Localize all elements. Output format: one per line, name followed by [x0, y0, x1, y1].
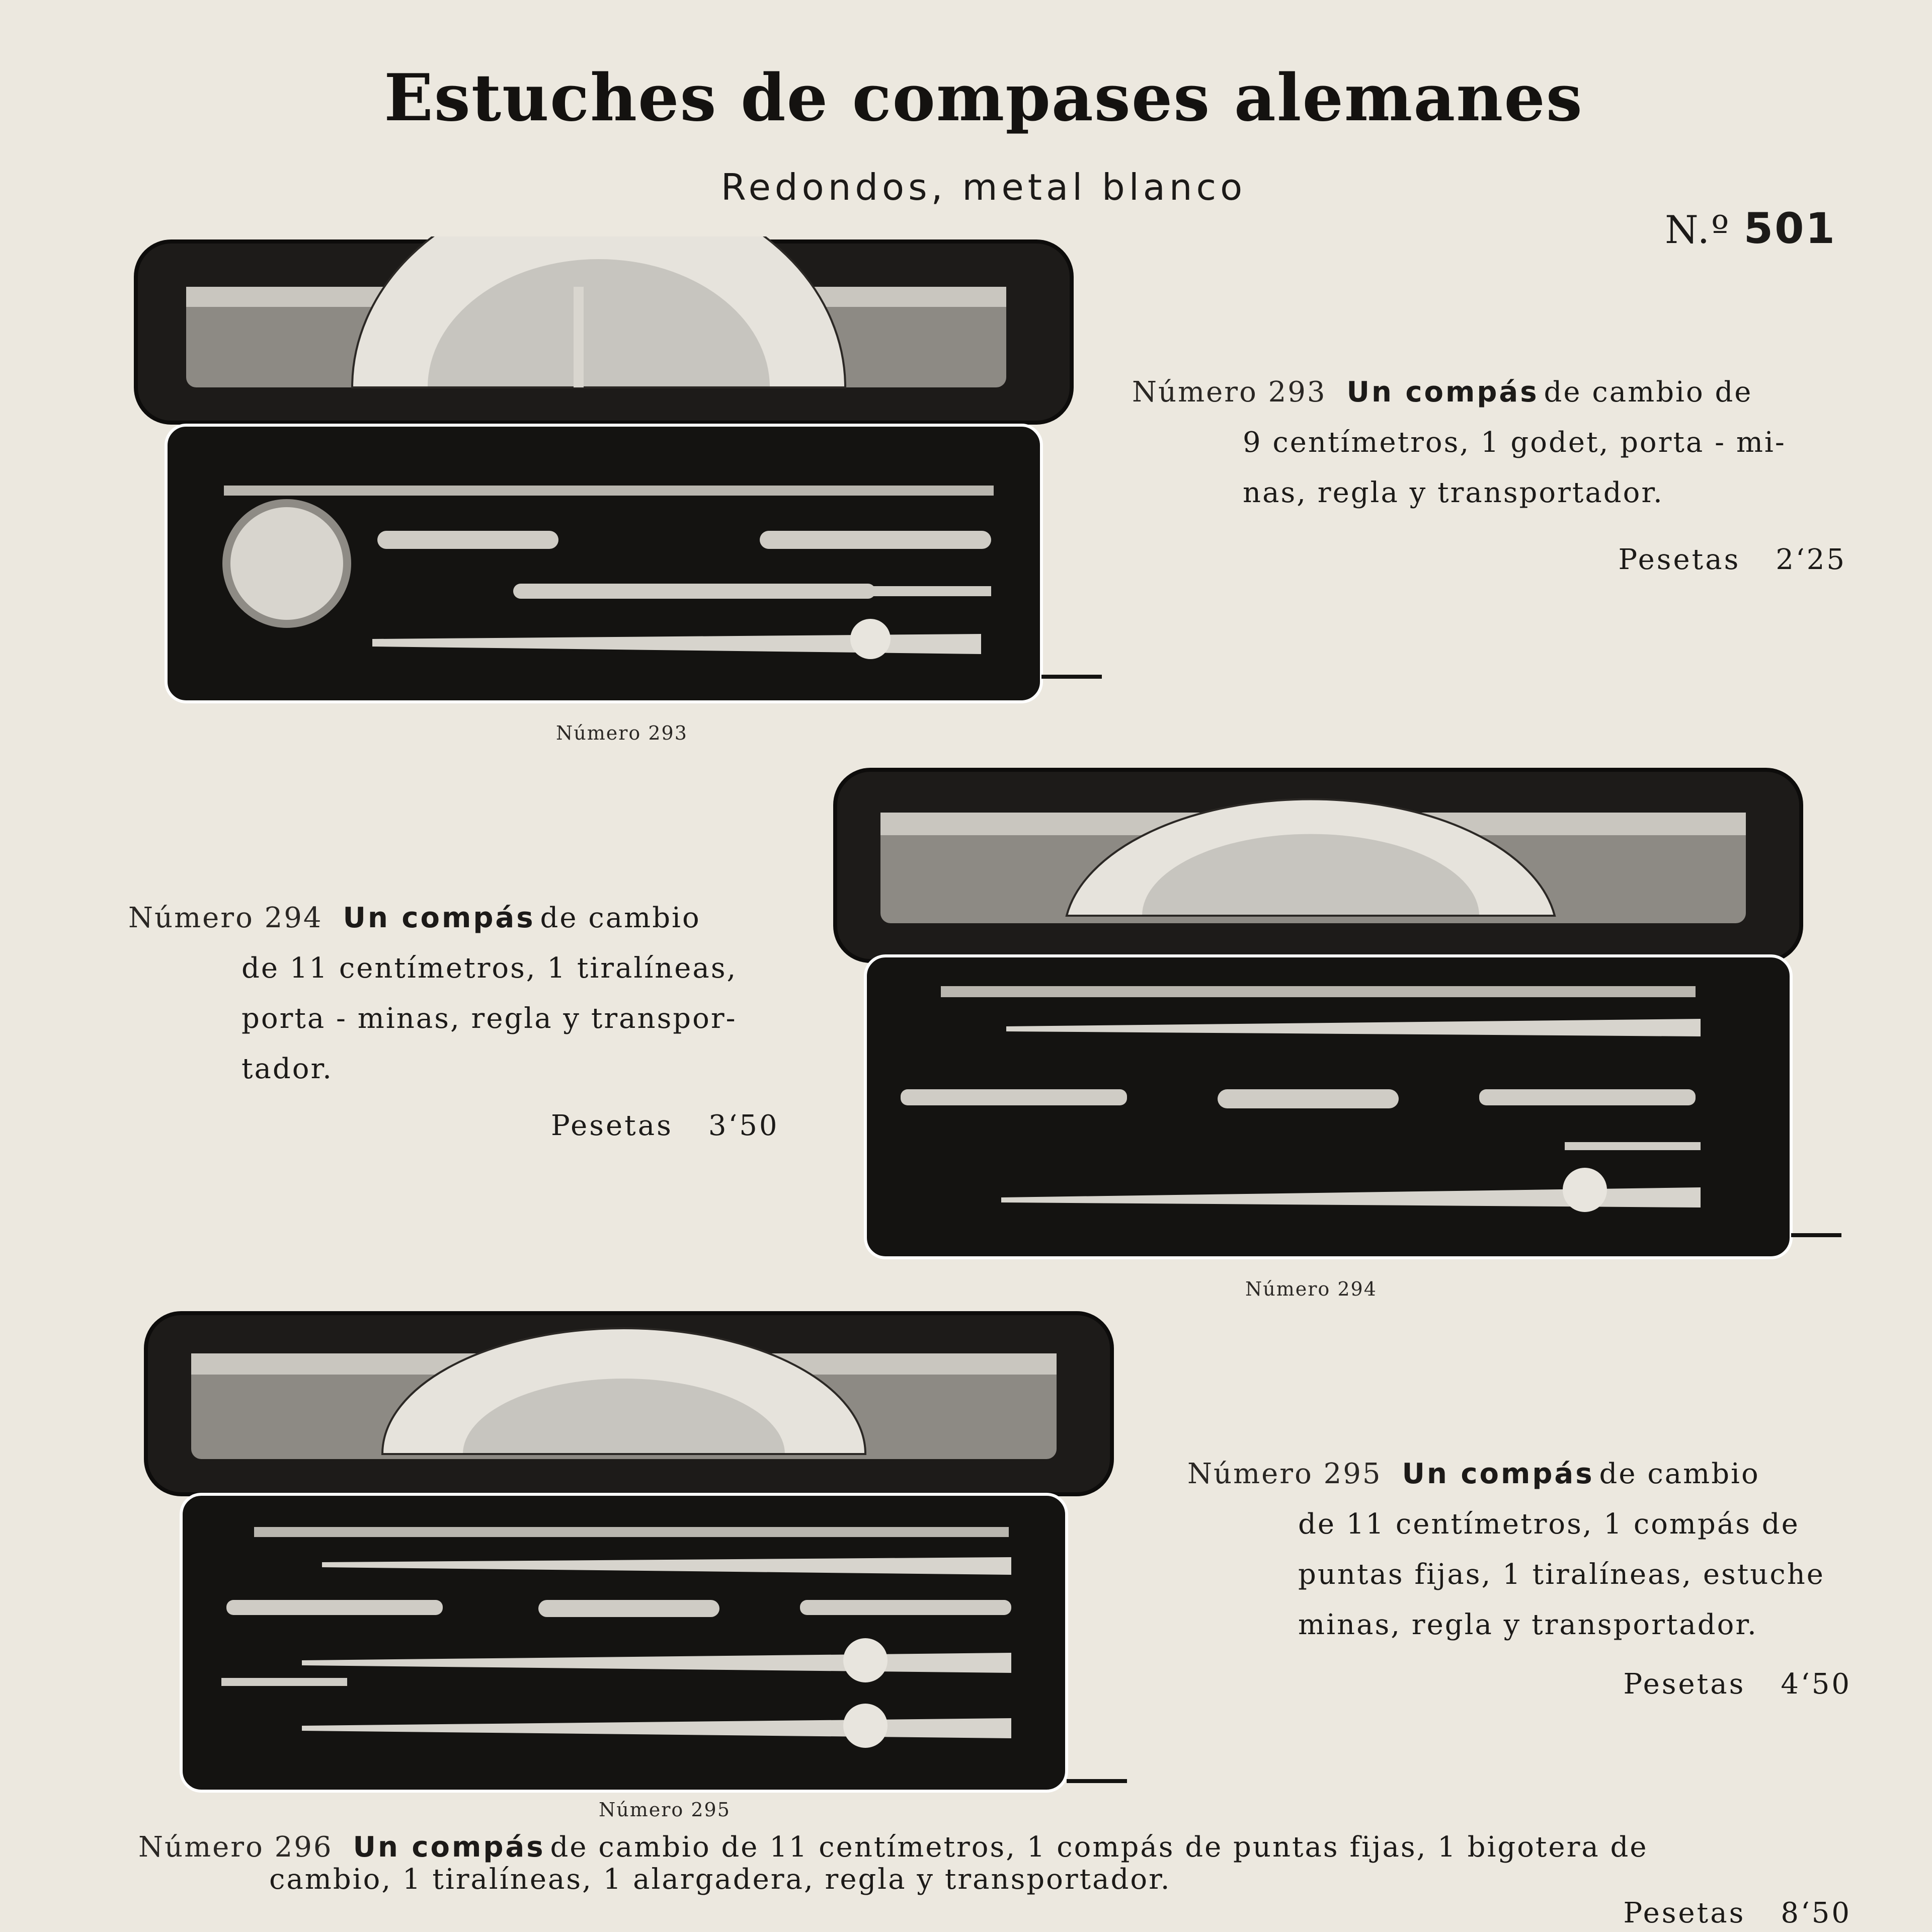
case-illustration-295	[141, 1308, 1157, 1801]
price-value: 3‘50	[708, 1109, 779, 1142]
item-293-heading: Un compás	[1346, 376, 1539, 409]
item-295-price	[1624, 1668, 1852, 1701]
item-294-heading: Un compás	[343, 902, 535, 934]
item-293-first-line	[1132, 367, 1786, 418]
page-title: Estuches de compases alemanes	[384, 60, 1583, 136]
item-293-line: nas, regla y transportador.	[1243, 476, 1664, 509]
item-294-description	[128, 893, 737, 1094]
item-295-description	[1187, 1449, 1825, 1650]
price-label: Pesetas	[551, 1109, 673, 1142]
item-295-line: minas, regla y transportador.	[1298, 1608, 1758, 1641]
item-296-price	[1624, 1897, 1852, 1929]
item-295-line: puntas fijas, 1 tiralíneas, estuche	[1298, 1558, 1825, 1591]
item-294-first-rest: de cambio	[540, 902, 701, 934]
item-293-description	[1132, 367, 1786, 518]
caption-293: Número 293	[556, 722, 688, 744]
price-label: Pesetas	[1618, 543, 1741, 576]
page-subtitle: Redondos, metal blanco	[720, 166, 1247, 208]
item-294-line: de 11 centímetros, 1 tiralíneas,	[242, 952, 738, 985]
item-296-line: cambio, 1 tiralíneas, 1 alargadera, regla y transportador.	[269, 1863, 1171, 1896]
item-294-line: porta - minas, regla y transpor-	[242, 1002, 737, 1035]
price-label: Pesetas	[1623, 1668, 1746, 1701]
item-296-label: Número 296	[138, 1831, 333, 1864]
item-296-description	[138, 1831, 1648, 1896]
caption-294: Número 294	[1245, 1278, 1377, 1300]
item-293-first-rest: de cambio de	[1544, 376, 1753, 409]
item-294-line: tador.	[242, 1053, 333, 1085]
item-293-line: 9 centímetros, 1 godet, porta - mi-	[1243, 426, 1786, 459]
item-295-label: Número 295	[1187, 1458, 1382, 1490]
item-295-heading: Un compás	[1402, 1458, 1594, 1490]
item-295-first-rest: de cambio	[1599, 1458, 1760, 1490]
item-294-label: Número 294	[128, 902, 323, 934]
catalog-prefix: N.º	[1665, 207, 1731, 252]
case-illustration-294	[830, 765, 1862, 1268]
item-294-first-line	[128, 893, 737, 943]
item-296-first-line	[138, 1831, 1648, 1864]
price-value: 2‘25	[1776, 543, 1846, 576]
item-294-price	[551, 1109, 779, 1142]
item-293-label: Número 293	[1132, 376, 1327, 409]
catalog-number	[1665, 204, 1836, 253]
catalog-number-value: 501	[1743, 204, 1836, 253]
item-295-first-line	[1187, 1449, 1825, 1499]
caption-295: Número 295	[599, 1799, 731, 1821]
case-illustration-293	[131, 236, 1117, 709]
item-296-heading: Un compás	[353, 1831, 545, 1864]
item-293-price	[1619, 543, 1847, 576]
price-label: Pesetas	[1623, 1897, 1746, 1929]
price-value: 4‘50	[1781, 1668, 1852, 1701]
price-value: 8‘50	[1781, 1897, 1852, 1929]
item-296-first-rest: de cambio de 11 centímetros, 1 compás de puntas fijas, 1 bigotera de	[550, 1831, 1648, 1864]
item-295-line: de 11 centímetros, 1 compás de	[1298, 1508, 1800, 1541]
